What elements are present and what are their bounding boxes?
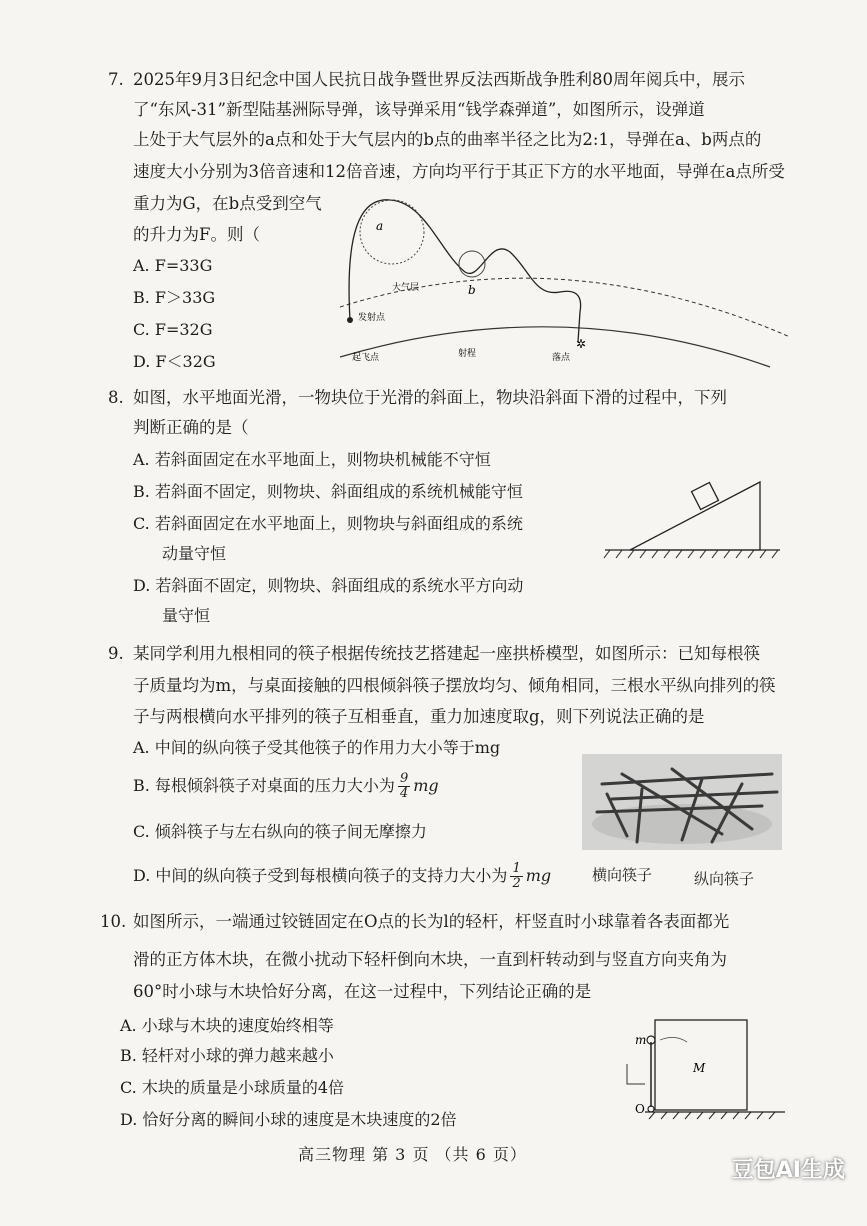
q9-caption-longitudinal: 纵向筷子 — [694, 870, 755, 888]
ground-range-label: 射程 — [458, 349, 477, 359]
incline-wedge — [630, 482, 760, 550]
q10-option-a: A. 小球与木块的速度始终相等 — [120, 1016, 334, 1035]
q8-option-c-cont: 动量守恒 — [162, 544, 227, 563]
q9-caption-transverse: 横向筷子 — [592, 866, 653, 884]
ground-launch-label: 起飞点 — [352, 353, 380, 363]
rotation-hint — [627, 1064, 645, 1084]
q7-option-d: D. F＜32G — [133, 352, 216, 371]
q7-option-c: C. F=32G — [133, 320, 213, 339]
q8-number: 8. — [108, 388, 124, 407]
q9-number: 9. — [108, 644, 124, 663]
target-star-icon: ✲ — [576, 337, 587, 351]
q10-option-c: C. 木块的质量是小球质量的4倍 — [120, 1078, 345, 1097]
q7-line-2: 了“东风-31”新型陆基洲际导弹，该导弹采用“钱学森弹道”，如图所示，设弹道 — [133, 100, 705, 119]
q9-option-d: D. 中间的纵向筷子受到每根横向筷子的支持力大小为 $\frac{1}{2}$ mg — [133, 861, 552, 891]
q7-number: 7. — [108, 70, 124, 89]
q9-option-d-fraction: $\frac{1}{2}$ — [512, 861, 521, 891]
q7-line-3: 上处于大气层外的a点和处于大气层内的b点的曲率半径之比为2:1，导弹在a、b两点的 — [133, 130, 762, 149]
ground-target-label: 落点 — [552, 353, 571, 363]
label-b: b — [468, 283, 476, 297]
q7-line-5: 重力为G，在b点受到空气 — [133, 194, 322, 213]
q9-option-a: A. 中间的纵向筷子受其他筷子的作用力大小等于mg — [133, 738, 501, 757]
q8-option-d: D. 若斜面不固定，则物块、斜面组成的系统水平方向动 — [133, 576, 524, 595]
label-M: M — [693, 1061, 706, 1075]
q9-line-2: 子质量均为m，与桌面接触的四根倾斜筷子摆放均匀、倾角相同，三根水平纵向排列的筷 — [133, 676, 776, 695]
curvature-circle-a — [360, 200, 424, 264]
q9-option-d-text: D. 中间的纵向筷子受到每根横向筷子的支持力大小为 — [133, 866, 508, 885]
q8-option-a: A. 若斜面固定在水平地面上，则物块机械能不守恒 — [133, 450, 491, 469]
ground-hatching — [649, 1112, 775, 1119]
q10-line-2: 滑的正方体木块，在微小扰动下轻杆倒向木块，一直到杆转动到与竖直方向夹角为 — [133, 950, 727, 969]
watermark: 豆包AI生成 — [731, 1158, 845, 1183]
launch-point-label: 发射点 — [358, 313, 386, 323]
label-a: a — [376, 219, 384, 233]
q9-option-b: B. 每根倾斜筷子对桌面的压力大小为 $\frac{9}{4}$ mg — [133, 771, 439, 801]
q10-line-3: 60°时小球与木块恰好分离，在这一过程中，下列结论正确的是 — [133, 982, 592, 1001]
label-m: m — [635, 1033, 647, 1047]
q9-line-1: 某同学利用九根相同的筷子根据传统技艺搭建起一座拱桥模型，如图所示：已知每根筷 — [133, 644, 760, 663]
q7-line-6: 的升力为F。则（ — [133, 225, 260, 244]
q8-line-2: 判断正确的是（ — [133, 418, 249, 437]
q8-option-d-cont: 量守恒 — [162, 606, 211, 625]
q9-option-b-text: B. 每根倾斜筷子对桌面的压力大小为 — [133, 776, 395, 795]
q7-option-a: A. F=33G — [133, 256, 213, 275]
launch-point-dot — [347, 317, 353, 323]
q8-option-c: C. 若斜面固定在水平地面上，则物块与斜面组成的系统 — [133, 514, 523, 533]
q9-option-c: C. 倾斜筷子与左右纵向的筷子间无摩擦力 — [133, 822, 427, 841]
ground-hatching — [604, 550, 778, 558]
q9-option-b-fraction: $\frac{9}{4}$ — [399, 771, 409, 801]
q8-line-1: 如图，水平地面光滑，一物块位于光滑的斜面上，物块沿斜面下滑的过程中，下列 — [133, 388, 727, 407]
q10-line-1: 如图所示，一端通过铰链固定在O点的长为l的轻杆，杆竖直时小球靠着各表面都光 — [133, 912, 730, 931]
q7-line-4: 速度大小分别为3倍音速和12倍音速，方向均平行于其正下方的水平地面，导弹在a点所受 — [133, 162, 785, 181]
q9-line-3: 子与两根横向水平排列的筷子互相垂直，重力加速度取g，则下列说法正确的是 — [133, 707, 705, 726]
q10-option-d: D. 恰好分离的瞬间小球的速度是木块速度的2倍 — [120, 1110, 457, 1129]
atmosphere-label: 大气层 — [392, 283, 420, 293]
q10-number: 10. — [100, 912, 127, 931]
q10-rod-block-figure — [615, 1012, 790, 1127]
q10-option-b: B. 轻杆对小球的弹力越来越小 — [120, 1046, 334, 1065]
q7-trajectory-figure — [330, 192, 800, 372]
q8-incline-figure — [600, 474, 790, 564]
page-footer: 高三物理 第 3 页 （共 6 页） — [298, 1145, 527, 1164]
label-O: O — [635, 1102, 645, 1116]
q9-chopstick-photo — [582, 754, 782, 850]
q8-option-b: B. 若斜面不固定，则物块、斜面组成的系统机械能守恒 — [133, 482, 523, 501]
q7-line-1: 2025年9月3日纪念中国人民抗日战争暨世界反法西斯战争胜利80周年阅兵中，展示 — [133, 70, 745, 89]
q7-option-b: B. F＞33G — [133, 288, 216, 307]
